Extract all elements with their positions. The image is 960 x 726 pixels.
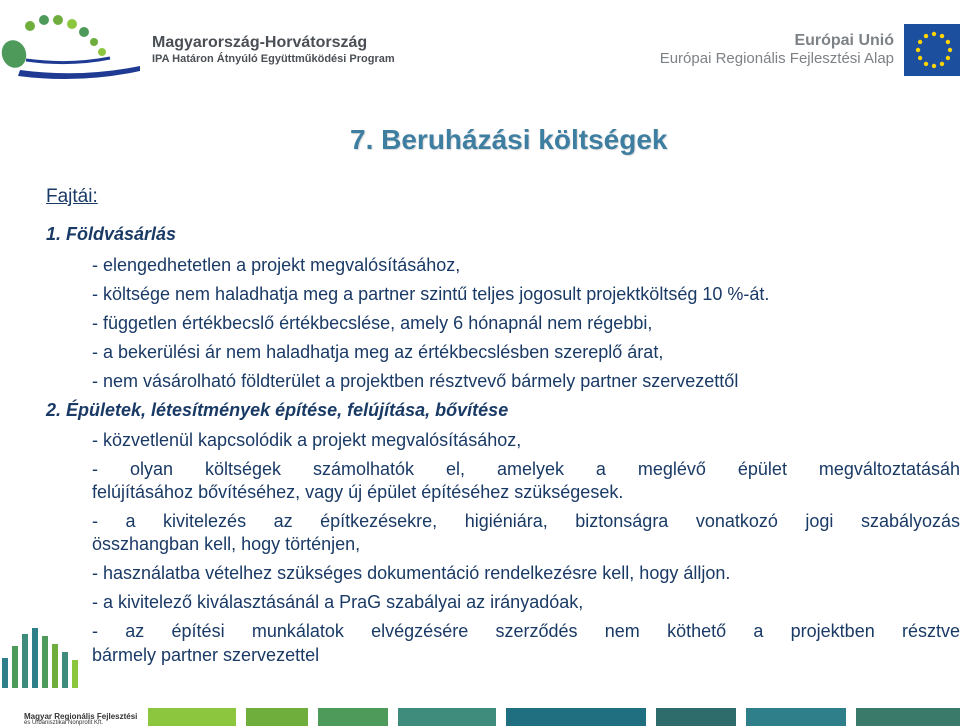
footer-color-bar bbox=[318, 708, 388, 726]
footer-org-name: Magyar Regionális Fejlesztési bbox=[24, 712, 138, 721]
section2-line: összhangban kell, hogy történjen, bbox=[92, 534, 361, 554]
section1-line: - költsége nem haladhatja meg a partner szintű teljes jogosult projektköltség 10 %-át. bbox=[92, 284, 770, 304]
program-subtitle: IPA Határon Átnyúló Együttműködési Program bbox=[152, 53, 395, 65]
footer-color-bar bbox=[506, 708, 646, 726]
section1-line: - független értékbecslő értékbecslése, amely 6 hónapnál nem régebbi, bbox=[92, 313, 653, 333]
section2-heading: 2. Épületek, létesítmények építése, felújítása, bővítése bbox=[46, 400, 509, 420]
program-title: Magyarország-Horvátország bbox=[152, 34, 368, 51]
slide-title: 7. Beruházási költségek bbox=[350, 124, 668, 155]
eu-star-icon bbox=[940, 34, 944, 38]
eu-flag-icon bbox=[904, 24, 960, 76]
eu-star-icon bbox=[940, 62, 944, 66]
eu-subtitle: Európai Regionális Fejlesztési Alap bbox=[659, 50, 894, 67]
eu-star-icon bbox=[918, 56, 922, 60]
eu-star-icon bbox=[924, 34, 928, 38]
footer-color-bar bbox=[746, 708, 846, 726]
eu-star-icon bbox=[948, 48, 952, 52]
footer-color-bar bbox=[398, 708, 496, 726]
section1-line: - elengedhetetlen a projekt megvalósításához, bbox=[92, 255, 461, 275]
section1-line: - nem vásárolható földterület a projektben résztvevő bármely partner szervezettől bbox=[92, 371, 739, 391]
eu-title: Európai Unió bbox=[794, 32, 894, 49]
section1-line: - a bekerülési ár nem haladhatja meg az értékbecslésben szereplő árat, bbox=[92, 342, 664, 362]
eu-star-icon bbox=[924, 62, 928, 66]
header-banner bbox=[0, 0, 960, 96]
eu-star-icon bbox=[946, 40, 950, 44]
footer-color-bar bbox=[246, 708, 308, 726]
types-label: Fajtái: bbox=[46, 186, 98, 207]
eu-star-icon bbox=[932, 32, 936, 36]
section1-heading: 1. Földvásárlás bbox=[46, 224, 177, 244]
section2-line: - használatba vételhez szükséges dokumentáció rendelkezésre kell, hogy álljon. bbox=[92, 563, 731, 583]
eu-star-icon bbox=[946, 56, 950, 60]
footer-logo bbox=[0, 624, 82, 694]
eu-star-icon bbox=[918, 40, 922, 44]
footer-color-bar bbox=[656, 708, 736, 726]
footer-color-bar bbox=[856, 708, 960, 726]
section2-line: - a kivitelezés az építkezésekre, higiéniára, biztonságra vonatkozó jogi szabályozás bbox=[92, 511, 960, 531]
section2-line: - az építési munkálatok elvégzésére szerződés nem köthető a projektben résztve bbox=[92, 621, 960, 641]
section2-line: - közvetlenül kapcsolódik a projekt megvalósításához, bbox=[92, 430, 522, 450]
eu-star-icon bbox=[916, 48, 920, 52]
footer-org-name-2: és Urbanisztikai Nonprofit Kft. bbox=[24, 720, 104, 726]
section2-line: - a kivitelező kiválasztásánál a PraG szabályai az irányadóak, bbox=[92, 592, 584, 612]
eu-star-icon bbox=[932, 64, 936, 68]
section2-line: felújításához bővítéséhez, vagy új épület építéséhez szükségesek. bbox=[92, 482, 624, 502]
section2-line: bármely partner szervezettel bbox=[92, 645, 320, 665]
footer-color-bar bbox=[148, 708, 236, 726]
section2-line: - olyan költségek számolhatók el, amelyek a meglévő épület megváltoztatásáh bbox=[92, 459, 960, 479]
